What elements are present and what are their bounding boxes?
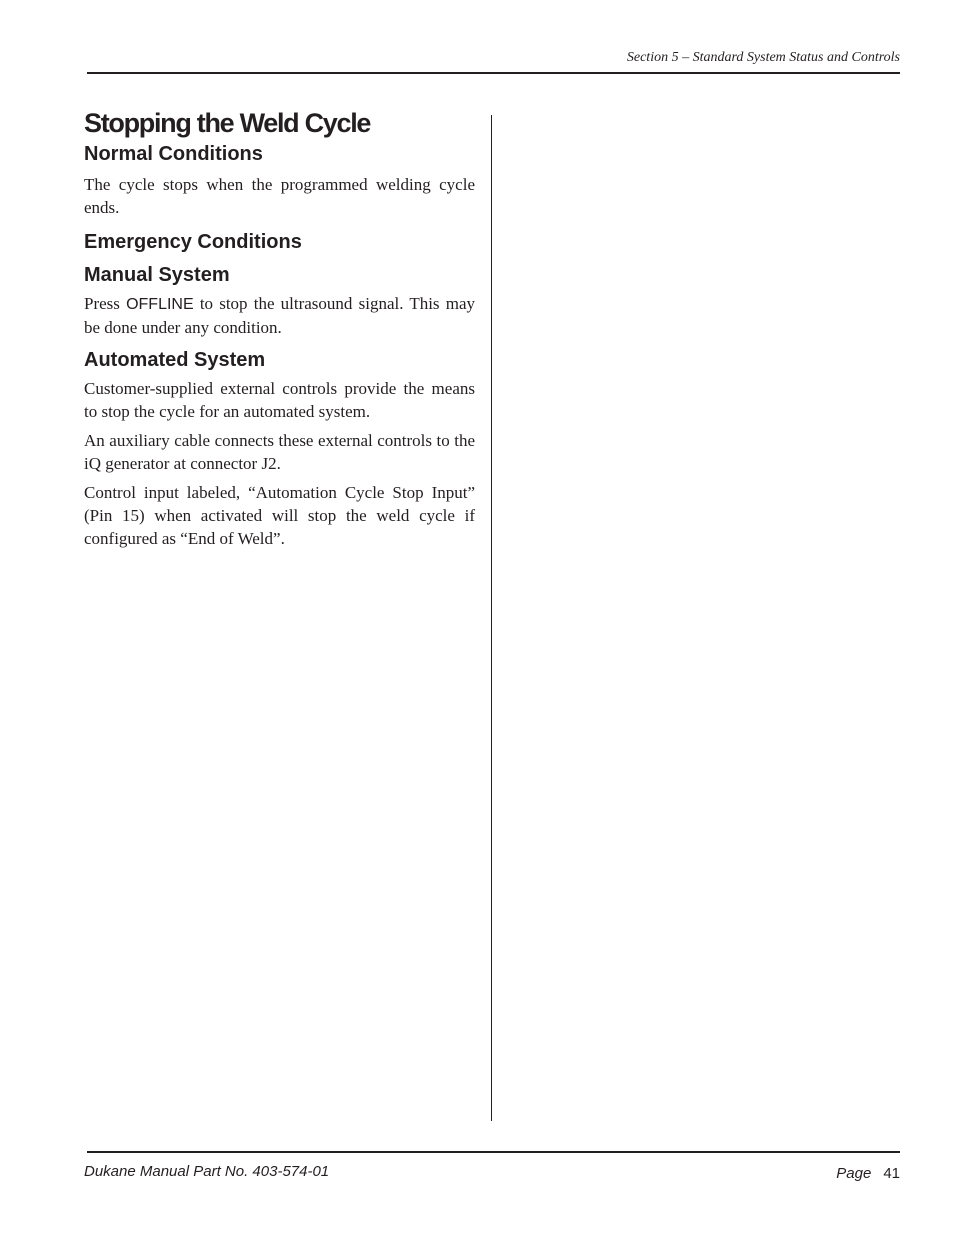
paragraph-manual-system: [84, 292, 475, 339]
footer-page: [836, 1165, 900, 1182]
page-number: 41: [883, 1165, 900, 1182]
header-rule: [87, 72, 900, 74]
heading-manual-system: Manual System: [84, 264, 230, 286]
manual-text-after: to stop the ultrasound signal. This may be done under any condition.: [84, 294, 475, 337]
manual-text-before: Press: [84, 294, 127, 313]
page-label: Page: [836, 1165, 872, 1182]
heading-automated-system: Automated System: [84, 349, 266, 371]
column-divider: [491, 115, 492, 1121]
footer-rule: [87, 1151, 900, 1153]
heading-emergency-conditions: Emergency Conditions: [84, 231, 302, 253]
heading-normal-conditions: Normal Conditions: [84, 143, 263, 165]
paragraph-automated-2: An auxiliary cable connects these external controls to the iQ generator at connector J2.: [84, 431, 475, 473]
offline-key-label: OFFLINE: [126, 296, 194, 313]
page-title: Stopping the Weld Cycle: [84, 108, 371, 138]
left-column: [84, 107, 475, 550]
paragraph-normal-conditions: The cycle stops when the programmed welding cycle ends.: [84, 175, 475, 217]
paragraph-automated-3: Control input labeled, “Automation Cycle Stop Input” (Pin 15) when activated will stop the weld cycle if configured as “End of Weld”.: [84, 483, 475, 548]
paragraph-automated-1: Customer-supplied external controls provide the means to stop the cycle for an automated system.: [84, 379, 475, 421]
running-header: Section 5 – Standard System Status and Controls: [626, 50, 900, 65]
footer-manual-part: Dukane Manual Part No. 403-574-01: [84, 1163, 330, 1180]
